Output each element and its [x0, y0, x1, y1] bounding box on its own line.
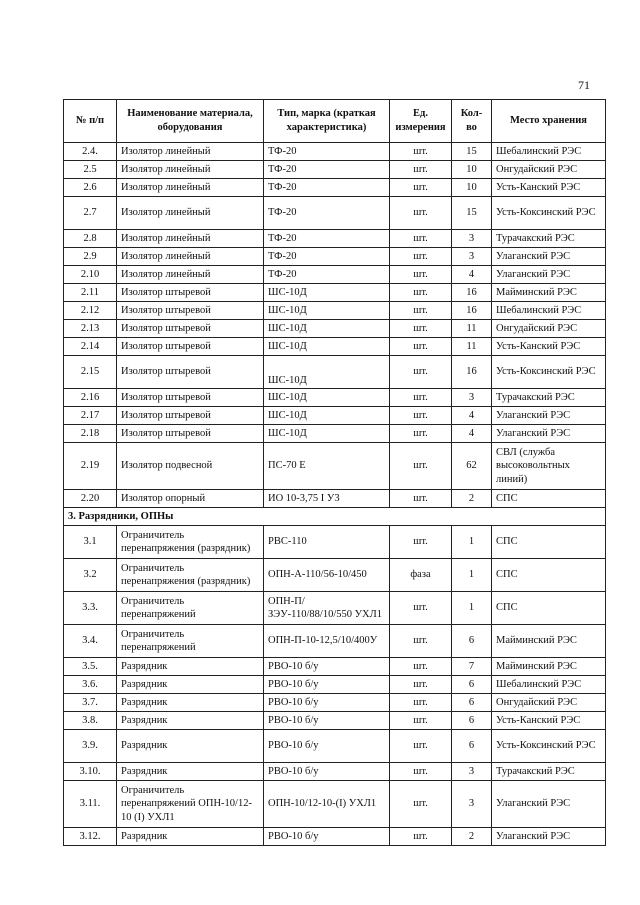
cell-unit: фаза: [390, 559, 452, 592]
cell-material-name: Ограничитель перенапряжения (разрядник): [117, 526, 264, 559]
cell-quantity: 2: [452, 828, 492, 846]
cell-unit: шт.: [390, 407, 452, 425]
table-row: [64, 592, 606, 625]
cell-storage-location: Усть-Коксинский РЭС: [492, 730, 606, 763]
table-row: [64, 694, 606, 712]
table-row: [64, 625, 606, 658]
cell-material-name: Изолятор штыревой: [117, 425, 264, 443]
cell-material-name: Изолятор линейный: [117, 197, 264, 230]
cell-material-name: Изолятор линейный: [117, 161, 264, 179]
cell-type-mark: ШС-10Д: [264, 356, 390, 389]
cell-storage-location: Онгудайский РЭС: [492, 320, 606, 338]
cell-type-mark: ШС-10Д: [264, 320, 390, 338]
cell-material-name: Изолятор линейный: [117, 179, 264, 197]
cell-quantity: 3: [452, 389, 492, 407]
table-row: [64, 658, 606, 676]
cell-type-mark: ТФ-20: [264, 143, 390, 161]
table-row: [64, 389, 606, 407]
cell-unit: шт.: [390, 248, 452, 266]
cell-type-mark: ТФ-20: [264, 161, 390, 179]
cell-number: 2.13: [64, 320, 117, 338]
cell-type-mark: ШС-10Д: [264, 407, 390, 425]
cell-quantity: 2: [452, 490, 492, 508]
cell-type-mark: РВО-10 б/у: [264, 694, 390, 712]
cell-number: 3.2: [64, 559, 117, 592]
cell-unit: шт.: [390, 443, 452, 490]
cell-type-mark: РВО-10 б/у: [264, 658, 390, 676]
cell-type-mark: ТФ-20: [264, 230, 390, 248]
cell-quantity: 16: [452, 356, 492, 389]
cell-quantity: 15: [452, 143, 492, 161]
cell-number: 3.12.: [64, 828, 117, 846]
cell-type-mark: ТФ-20: [264, 266, 390, 284]
table-row: [64, 179, 606, 197]
cell-unit: шт.: [390, 302, 452, 320]
cell-material-name: Разрядник: [117, 694, 264, 712]
cell-number: 2.20: [64, 490, 117, 508]
table-row: [64, 356, 606, 389]
cell-quantity: 6: [452, 712, 492, 730]
cell-number: 2.4.: [64, 143, 117, 161]
cell-number: 2.18: [64, 425, 117, 443]
cell-material-name: Изолятор штыревой: [117, 407, 264, 425]
cell-number: 3.6.: [64, 676, 117, 694]
cell-number: 2.14: [64, 338, 117, 356]
cell-quantity: 3: [452, 230, 492, 248]
cell-storage-location: СПС: [492, 526, 606, 559]
inventory-table: [63, 99, 606, 846]
cell-storage-location: Улаганский РЭС: [492, 248, 606, 266]
cell-unit: шт.: [390, 490, 452, 508]
cell-type-mark: ОПН-П-10-12,5/10/400У: [264, 625, 390, 658]
cell-quantity: 1: [452, 526, 492, 559]
cell-material-name: Изолятор опорный: [117, 490, 264, 508]
cell-unit: шт.: [390, 320, 452, 338]
cell-quantity: 10: [452, 179, 492, 197]
cell-storage-location: Улаганский РЭС: [492, 425, 606, 443]
cell-number: 2.6: [64, 179, 117, 197]
cell-storage-location: СВЛ (служба высоковольтных линий): [492, 443, 606, 490]
table-row: [64, 197, 606, 230]
cell-storage-location: Усть-Коксинский РЭС: [492, 356, 606, 389]
cell-material-name: Изолятор штыревой: [117, 302, 264, 320]
section-row: [64, 508, 606, 526]
cell-unit: шт.: [390, 730, 452, 763]
table-row: [64, 559, 606, 592]
cell-storage-location: Турачакский РЭС: [492, 763, 606, 781]
cell-unit: шт.: [390, 284, 452, 302]
cell-unit: шт.: [390, 338, 452, 356]
cell-material-name: Изолятор линейный: [117, 230, 264, 248]
cell-material-name: Изолятор штыревой: [117, 284, 264, 302]
cell-unit: шт.: [390, 143, 452, 161]
cell-unit: шт.: [390, 179, 452, 197]
cell-unit: шт.: [390, 266, 452, 284]
cell-material-name: Разрядник: [117, 658, 264, 676]
cell-quantity: 7: [452, 658, 492, 676]
cell-storage-location: Улаганский РЭС: [492, 266, 606, 284]
cell-storage-location: Усть-Канский РЭС: [492, 179, 606, 197]
cell-type-mark: ШС-10Д: [264, 338, 390, 356]
cell-number: 2.11: [64, 284, 117, 302]
cell-material-name: Изолятор штыревой: [117, 338, 264, 356]
cell-quantity: 11: [452, 338, 492, 356]
cell-material-name: Разрядник: [117, 676, 264, 694]
cell-material-name: Разрядник: [117, 763, 264, 781]
table-row: [64, 230, 606, 248]
table-row: [64, 161, 606, 179]
cell-storage-location: СПС: [492, 592, 606, 625]
cell-type-mark: ОПН-П/ЗЭУ-110/88/10/550 УХЛ1: [264, 592, 390, 625]
page-number: 71: [578, 78, 590, 92]
cell-unit: шт.: [390, 197, 452, 230]
cell-type-mark: РВО-10 б/у: [264, 712, 390, 730]
cell-unit: шт.: [390, 781, 452, 828]
cell-type-mark: ОПН-А-110/56-10/450: [264, 559, 390, 592]
table-header: [64, 100, 606, 143]
cell-number: 2.17: [64, 407, 117, 425]
cell-quantity: 6: [452, 694, 492, 712]
cell-quantity: 6: [452, 676, 492, 694]
cell-storage-location: Усть-Коксинский РЭС: [492, 197, 606, 230]
table-row: [64, 248, 606, 266]
table-row: [64, 302, 606, 320]
cell-number: 2.12: [64, 302, 117, 320]
cell-material-name: Ограничитель перенапряжения (разрядник): [117, 559, 264, 592]
cell-number: 3.5.: [64, 658, 117, 676]
table-row: [64, 730, 606, 763]
cell-storage-location: Улаганский РЭС: [492, 407, 606, 425]
cell-quantity: 1: [452, 592, 492, 625]
cell-number: 3.9.: [64, 730, 117, 763]
cell-number: 2.5: [64, 161, 117, 179]
cell-material-name: Изолятор штыревой: [117, 356, 264, 389]
cell-number: 3.4.: [64, 625, 117, 658]
cell-quantity: 3: [452, 781, 492, 828]
cell-storage-location: Майминский РЭС: [492, 658, 606, 676]
cell-quantity: 10: [452, 161, 492, 179]
header-type-mark: Тип, марка (краткая характеристика): [264, 100, 390, 143]
cell-quantity: 16: [452, 302, 492, 320]
table-row: [64, 338, 606, 356]
table-row: [64, 407, 606, 425]
cell-material-name: Изолятор подвесной: [117, 443, 264, 490]
cell-number: 2.15: [64, 356, 117, 389]
table-row: [64, 828, 606, 846]
cell-type-mark: ИО 10-3,75 I У3: [264, 490, 390, 508]
cell-type-mark: РВО-10 б/у: [264, 730, 390, 763]
cell-quantity: 62: [452, 443, 492, 490]
cell-type-mark: ТФ-20: [264, 248, 390, 266]
cell-storage-location: Майминский РЭС: [492, 284, 606, 302]
cell-storage-location: Улаганский РЭС: [492, 828, 606, 846]
cell-number: 2.10: [64, 266, 117, 284]
cell-number: 3.10.: [64, 763, 117, 781]
cell-unit: шт.: [390, 526, 452, 559]
cell-unit: шт.: [390, 356, 452, 389]
cell-type-mark: ОПН-10/12-10-(I) УХЛ1: [264, 781, 390, 828]
cell-material-name: Изолятор штыревой: [117, 389, 264, 407]
cell-storage-location: Шебалинский РЭС: [492, 676, 606, 694]
cell-unit: шт.: [390, 592, 452, 625]
header-material-name: Наименование материала, оборудования: [117, 100, 264, 143]
table-row: [64, 425, 606, 443]
table-row: [64, 526, 606, 559]
table-row: [64, 143, 606, 161]
cell-type-mark: ШС-10Д: [264, 425, 390, 443]
table-row: [64, 266, 606, 284]
cell-type-mark: РВС-110: [264, 526, 390, 559]
cell-material-name: Разрядник: [117, 730, 264, 763]
cell-number: 2.16: [64, 389, 117, 407]
cell-type-mark: ТФ-20: [264, 179, 390, 197]
cell-storage-location: Шебалинский РЭС: [492, 302, 606, 320]
table-row: [64, 781, 606, 828]
cell-quantity: 6: [452, 625, 492, 658]
cell-quantity: 1: [452, 559, 492, 592]
cell-unit: шт.: [390, 712, 452, 730]
cell-number: 3.3.: [64, 592, 117, 625]
cell-unit: шт.: [390, 389, 452, 407]
cell-number: 2.19: [64, 443, 117, 490]
table-row: [64, 320, 606, 338]
cell-unit: шт.: [390, 161, 452, 179]
cell-type-mark: ШС-10Д: [264, 302, 390, 320]
cell-quantity: 15: [452, 197, 492, 230]
cell-material-name: Изолятор линейный: [117, 248, 264, 266]
cell-number: 3.8.: [64, 712, 117, 730]
cell-unit: шт.: [390, 425, 452, 443]
cell-unit: шт.: [390, 625, 452, 658]
cell-material-name: Разрядник: [117, 828, 264, 846]
table-body: [64, 143, 606, 846]
cell-quantity: 16: [452, 284, 492, 302]
cell-storage-location: Улаганский РЭС: [492, 781, 606, 828]
section-title: 3. Разрядники, ОПНы: [64, 508, 606, 526]
cell-unit: шт.: [390, 828, 452, 846]
table-row: [64, 712, 606, 730]
cell-material-name: Ограничитель перенапряжений: [117, 592, 264, 625]
cell-type-mark: ШС-10Д: [264, 389, 390, 407]
cell-type-mark: ПС-70 Е: [264, 443, 390, 490]
cell-storage-location: Онгудайский РЭС: [492, 694, 606, 712]
cell-storage-location: Усть-Канский РЭС: [492, 712, 606, 730]
cell-storage-location: Онгудайский РЭС: [492, 161, 606, 179]
cell-number: 2.9: [64, 248, 117, 266]
header-row: [64, 100, 606, 143]
cell-number: 3.1: [64, 526, 117, 559]
cell-type-mark: ТФ-20: [264, 197, 390, 230]
cell-quantity: 6: [452, 730, 492, 763]
cell-number: 3.7.: [64, 694, 117, 712]
cell-storage-location: Турачакский РЭС: [492, 230, 606, 248]
cell-storage-location: СПС: [492, 490, 606, 508]
header-number: № п/п: [64, 100, 117, 143]
cell-type-mark: ШС-10Д: [264, 284, 390, 302]
cell-material-name: Ограничитель перенапряжений: [117, 625, 264, 658]
table-row: [64, 676, 606, 694]
cell-type-mark: РВО-10 б/у: [264, 676, 390, 694]
cell-quantity: 3: [452, 248, 492, 266]
cell-material-name: Изолятор линейный: [117, 143, 264, 161]
cell-quantity: 4: [452, 266, 492, 284]
cell-unit: шт.: [390, 230, 452, 248]
table-row: [64, 284, 606, 302]
cell-storage-location: Усть-Канский РЭС: [492, 338, 606, 356]
table-row: [64, 763, 606, 781]
table-row: [64, 490, 606, 508]
cell-material-name: Разрядник: [117, 712, 264, 730]
cell-unit: шт.: [390, 676, 452, 694]
header-unit: Ед. измерения: [390, 100, 452, 143]
cell-storage-location: Турачакский РЭС: [492, 389, 606, 407]
cell-type-mark: РВО-10 б/у: [264, 763, 390, 781]
cell-quantity: 4: [452, 425, 492, 443]
cell-number: 2.8: [64, 230, 117, 248]
cell-number: 2.7: [64, 197, 117, 230]
cell-quantity: 3: [452, 763, 492, 781]
cell-material-name: Ограничитель перенапряжений ОПН-10/12-10 (I) УХЛ1: [117, 781, 264, 828]
cell-quantity: 11: [452, 320, 492, 338]
header-quantity: Кол-во: [452, 100, 492, 143]
cell-type-mark: РВО-10 б/у: [264, 828, 390, 846]
cell-quantity: 4: [452, 407, 492, 425]
cell-number: 3.11.: [64, 781, 117, 828]
cell-unit: шт.: [390, 763, 452, 781]
cell-unit: шт.: [390, 658, 452, 676]
cell-storage-location: Шебалинский РЭС: [492, 143, 606, 161]
cell-storage-location: СПС: [492, 559, 606, 592]
cell-storage-location: Майминский РЭС: [492, 625, 606, 658]
cell-material-name: Изолятор штыревой: [117, 320, 264, 338]
cell-material-name: Изолятор линейный: [117, 266, 264, 284]
cell-unit: шт.: [390, 694, 452, 712]
table-row: [64, 443, 606, 490]
header-storage-location: Место хранения: [492, 100, 606, 143]
